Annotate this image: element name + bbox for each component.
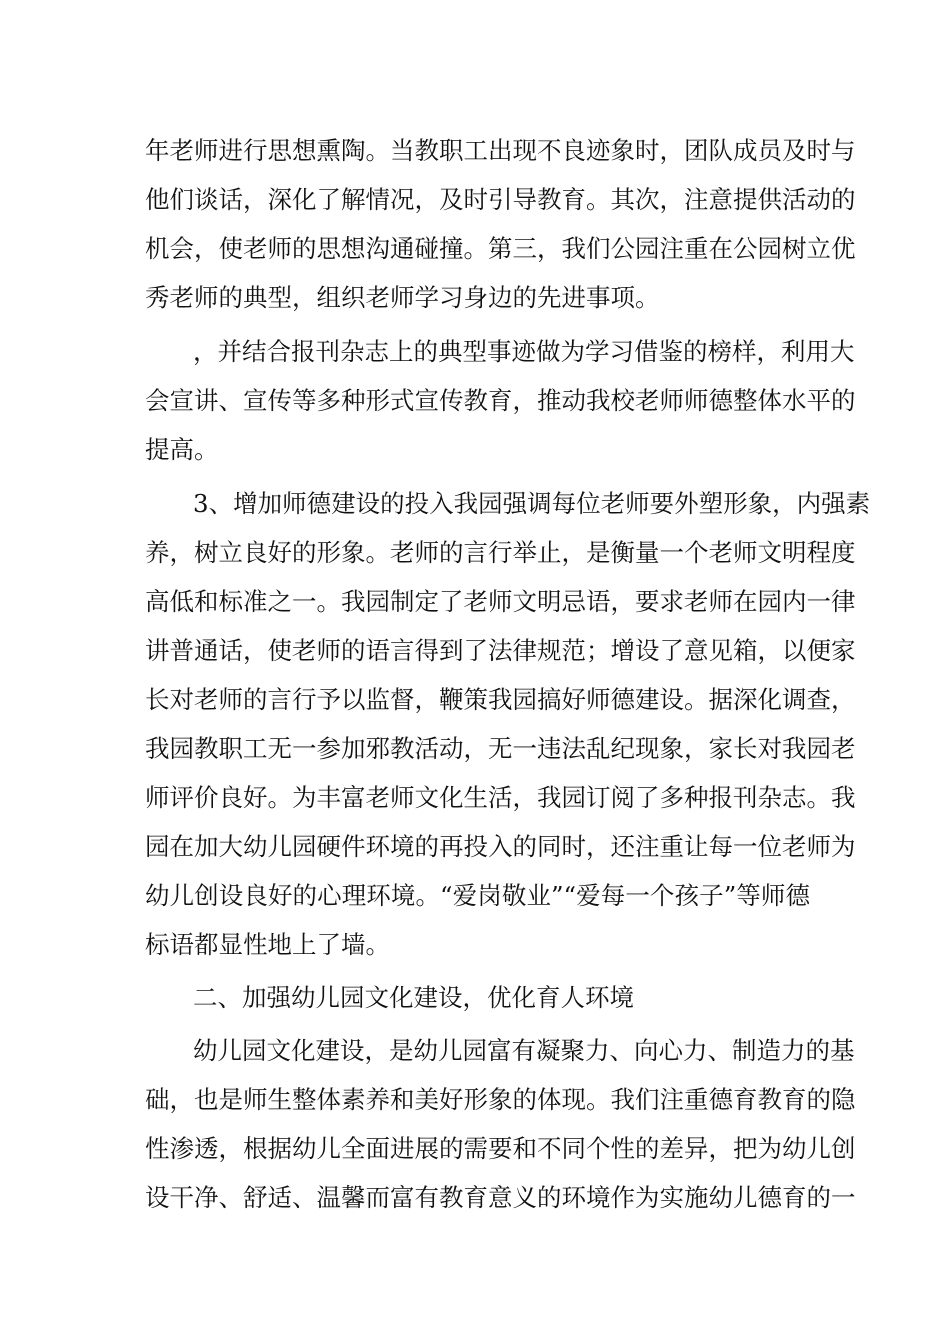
text-line: 础，也是师生整体素养和美好形象的体现。我们注重德育教育的隐 [145,1085,856,1114]
text-line: 长对老师的言行予以监督，鞭策我园搞好师德建设。据深化调查， [145,685,856,714]
text-line: 会宣讲、宣传等多种形式宣传教育，推动我校老师师德整体水平的 [145,386,856,415]
text-line: 园在加大幼儿园硬件环境的再投入的同时，还注重让每一位老师为 [145,832,856,861]
section-heading: 二、加强幼儿园文化建设，优化育人环境 [193,983,634,1012]
text-line: 幼儿创设良好的心理环境。“爱岗敬业”“爱每一个孩子”等师德 [145,881,810,910]
text-line: 年老师进行思想熏陶。当教职工出现不良迹象时，团队成员及时与 [145,136,856,165]
text-line: 高低和标准之一。我园制定了老师文明忌语，要求老师在园内一律 [145,587,856,616]
text-line: 师评价良好。为丰富老师文化生活，我园订阅了多种报刊杂志。我 [145,783,856,812]
text-line: 秀老师的典型，组织老师学习身边的先进事项。 [145,283,660,312]
text-line: 讲普通话，使老师的语言得到了法律规范；增设了意见箱，以便家 [145,636,856,665]
text-line: 幼儿园文化建设，是幼儿园富有凝聚力、向心力、制造力的基 [193,1036,855,1065]
text-line: 标语都显性地上了墙。 [145,930,390,959]
text-line: 提高。 [145,435,219,464]
text-line: 性渗透，根据幼儿全面进展的需要和不同个性的差异，把为幼儿创 [145,1134,856,1163]
text-line: 他们谈话，深化了解情况，及时引导教育。其次，注意提供活动的 [145,185,856,214]
text-line: 3、增加师德建设的投入我园强调每位老师要外塑形象，内强素 [193,489,871,518]
text-line: 设干净、舒适、温馨而富有教育意义的环境作为实施幼儿德育的一 [145,1183,856,1212]
text-line: 养，树立良好的形象。老师的言行举止，是衡量一个老师文明程度 [145,538,856,567]
text-line: 我园教职工无一参加邪教活动，无一违法乱纪现象，家长对我园老 [145,734,856,763]
text-line: ，并结合报刊杂志上的典型事迹做为学习借鉴的榜样，利用大 [193,337,855,366]
text-line: 机会，使老师的思想沟通碰撞。第三，我们公园注重在公园树立优 [145,234,856,263]
